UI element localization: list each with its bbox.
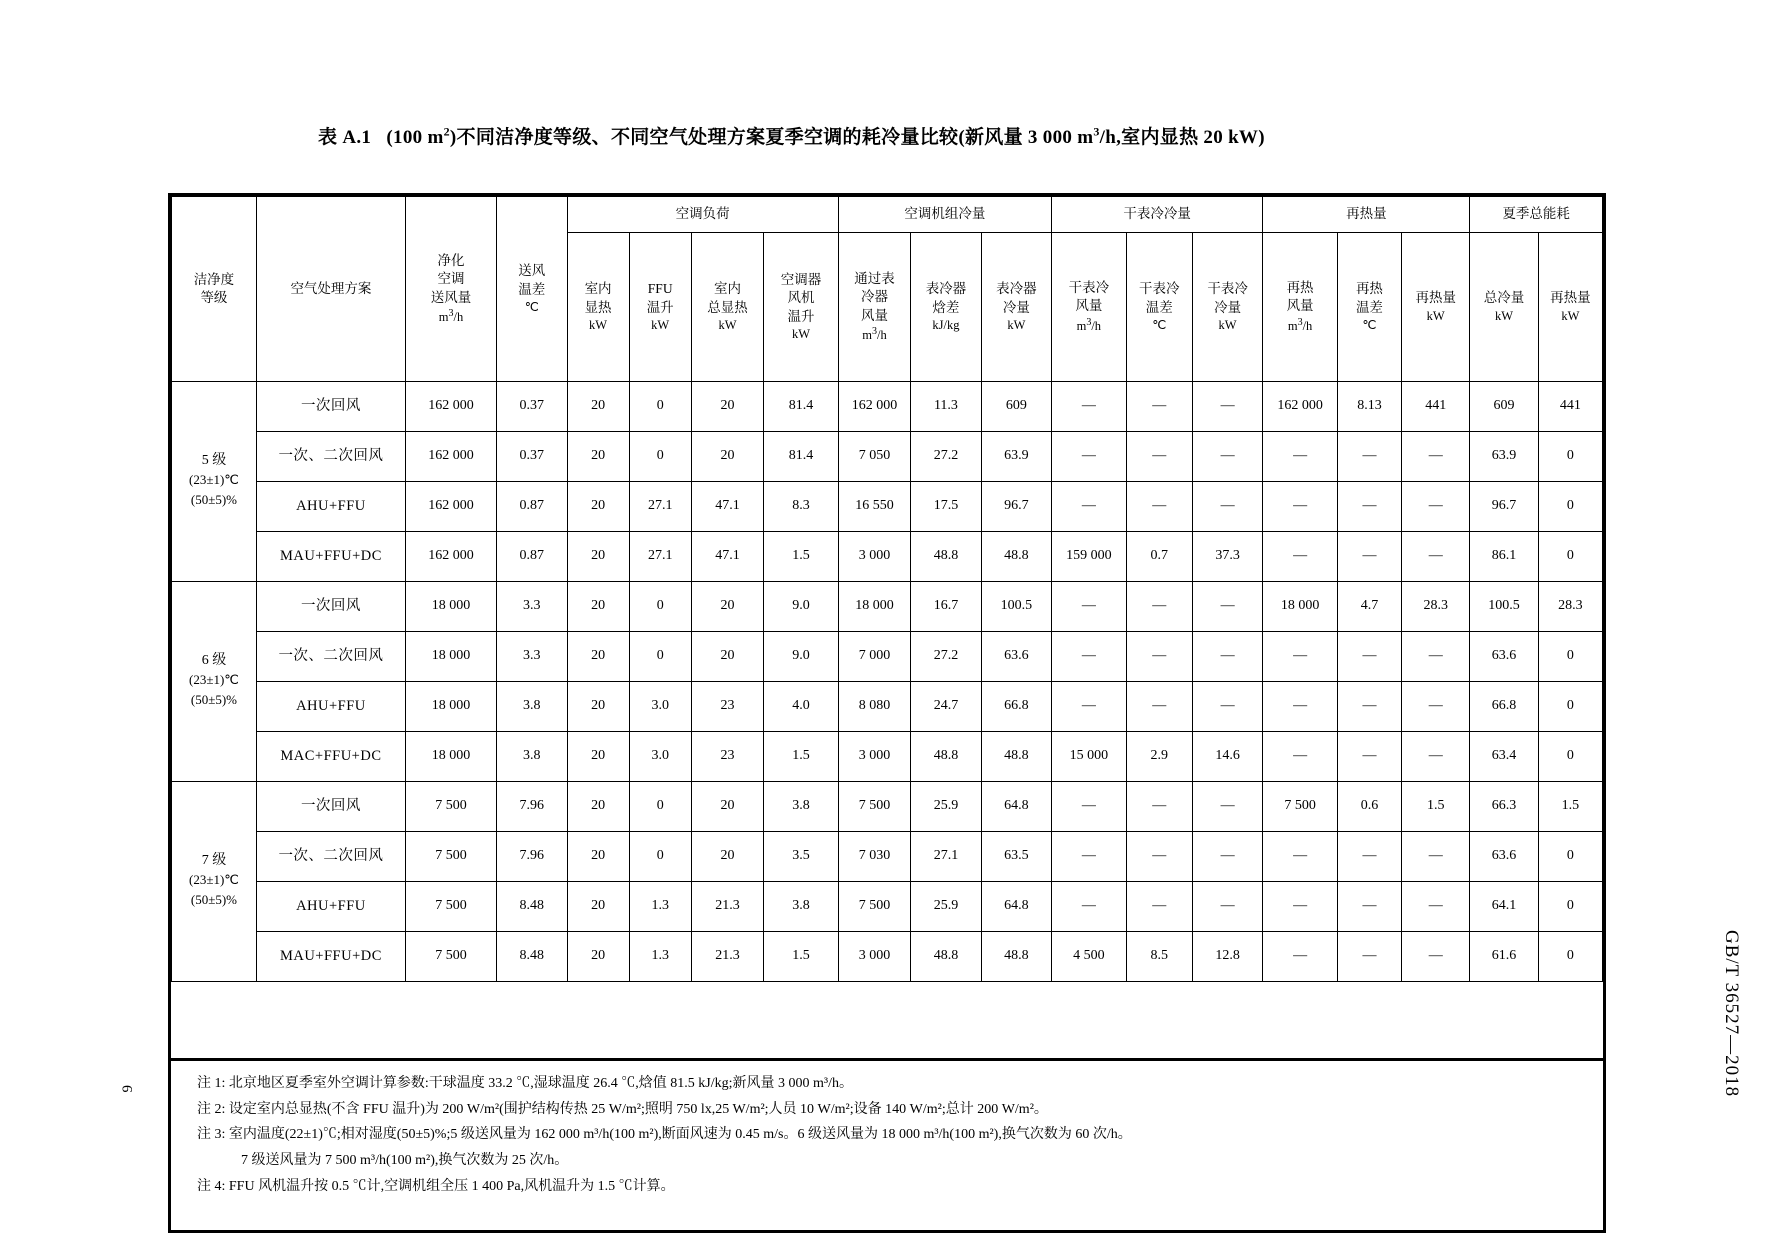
note-3: 注 3: 室内温度(22±1)℃;相对湿度(50±5)%;5 级送风量为 162 000 m³/h(100 m²),断面风速为 0.45 m/s。6 级送风量为 18 000 m³/h(100 m²),换气次数为 60 次/h。 (197, 1127, 1132, 1143)
cell: 7.96 (497, 782, 567, 832)
table-title-sup1: 2 (443, 124, 450, 139)
cell: 0 (1538, 882, 1602, 932)
cell: — (1337, 832, 1401, 882)
cell: — (1192, 832, 1262, 882)
cell: 7 500 (405, 882, 496, 932)
note-1: 注 1: 北京地区夏季室外空调计算参数:干球温度 33.2 ℃,湿球温度 26.4 ℃,焓值 81.5 kJ/kg;新风量 3 000 m³/h。 (197, 1076, 853, 1091)
cell: 1.5 (764, 932, 839, 982)
col-header-dry-coil-temp-diff: 干表冷 温差 ℃ (1126, 233, 1192, 382)
table-head (172, 197, 1603, 382)
table-row (172, 582, 1603, 632)
cell: 8.3 (764, 482, 839, 532)
col-header-scheme: 空气处理方案 (256, 197, 405, 382)
cell: — (1126, 782, 1192, 832)
group-header-dry-coil: 干表冷冷量 (1052, 197, 1263, 233)
cell: 0 (1538, 532, 1602, 582)
cell: 0 (629, 432, 691, 482)
cell: 81.4 (764, 432, 839, 482)
cell: 20 (691, 382, 763, 432)
cell: 20 (691, 782, 763, 832)
cell: — (1126, 882, 1192, 932)
cell: 27.1 (629, 482, 691, 532)
group-header-ahu-cooling: 空调机组冷量 (838, 197, 1051, 233)
cell: — (1337, 532, 1401, 582)
cell: 23 (691, 682, 763, 732)
cell: — (1192, 482, 1262, 532)
cell: — (1052, 382, 1127, 432)
cell: — (1192, 782, 1262, 832)
cell: 0 (629, 832, 691, 882)
cell: 4.7 (1337, 582, 1401, 632)
cell: — (1052, 882, 1127, 932)
scheme-cell: MAC+FFU+DC (256, 732, 405, 782)
cell: 17.5 (911, 482, 981, 532)
cell: 16.7 (911, 582, 981, 632)
cell: 3.0 (629, 682, 691, 732)
cell: 27.1 (911, 832, 981, 882)
cell: 20 (691, 632, 763, 682)
cell: — (1052, 782, 1127, 832)
cell: — (1126, 382, 1192, 432)
col-header-total-cooling: 总冷量 kW (1470, 233, 1538, 382)
cell: 37.3 (1192, 532, 1262, 582)
cell: — (1052, 832, 1127, 882)
cell: 64.8 (981, 782, 1051, 832)
cell: 9.0 (764, 582, 839, 632)
cell: 63.6 (981, 632, 1051, 682)
cell: — (1263, 832, 1338, 882)
cell: 609 (1470, 382, 1538, 432)
cell: 0 (629, 782, 691, 832)
col-header-supply-air-volume: 净化 空调 送风量 $m^3/h$ (405, 197, 496, 382)
cell: 3.0 (629, 732, 691, 782)
cell: — (1052, 432, 1127, 482)
col-header-coil-enthalpy-diff: 表冷器 焓差 kJ/kg (911, 233, 981, 382)
cell: — (1402, 732, 1470, 782)
cell: 441 (1538, 382, 1602, 432)
table-row (172, 832, 1603, 882)
cell: — (1263, 532, 1338, 582)
note-2: 注 2: 设定室内总显热(不含 FFU 温升)为 200 W/m²(围护结构传热 25 W/m²;照明 750 lx,25 W/m²;人员 10 W/m²;设备 140 W/m²;总计 200 W/m²。 (197, 1101, 1048, 1117)
cell: 1.5 (1402, 782, 1470, 832)
scheme-cell: 一次回风 (256, 582, 405, 632)
cell: 0 (629, 582, 691, 632)
cell: 8.48 (497, 882, 567, 932)
cell: 23 (691, 732, 763, 782)
cell: 18 000 (405, 582, 496, 632)
cell: 2.9 (1126, 732, 1192, 782)
cell: 3 000 (838, 732, 910, 782)
group-header-summer-total: 夏季总能耗 (1470, 197, 1603, 233)
cell: 3.8 (764, 782, 839, 832)
group-header-ac-load: 空调负荷 (567, 197, 838, 233)
cell: — (1052, 682, 1127, 732)
cell: 0 (1538, 932, 1602, 982)
col-header-indoor-sensible: 室内 显热 kW (567, 233, 629, 382)
col-header-coil-airflow: 通过表 冷器 风量 $m^3/h$ (838, 233, 910, 382)
cell: 20 (691, 432, 763, 482)
cell: 12.8 (1192, 932, 1262, 982)
col-header-total-reheat: 再热量 kW (1538, 233, 1602, 382)
cell: — (1263, 732, 1338, 782)
cell: 0.87 (497, 532, 567, 582)
cell: 7 500 (405, 782, 496, 832)
cell: 20 (567, 782, 629, 832)
cell: — (1126, 832, 1192, 882)
grade-cell-5: 5 级 (23±1)℃ (50±5)% (172, 382, 257, 582)
cell: 96.7 (1470, 482, 1538, 532)
cell: 24.7 (911, 682, 981, 732)
cell: 81.4 (764, 382, 839, 432)
cell: — (1337, 432, 1401, 482)
cell: 0 (629, 632, 691, 682)
table-row (172, 782, 1603, 832)
cell: 7 050 (838, 432, 910, 482)
cell: — (1337, 482, 1401, 532)
table-body (172, 382, 1603, 982)
cell: 48.8 (911, 732, 981, 782)
cell: 11.3 (911, 382, 981, 432)
cell: 3 000 (838, 932, 910, 982)
cell: 7 000 (838, 632, 910, 682)
cell: 8.5 (1126, 932, 1192, 982)
group-header-row (172, 197, 1603, 233)
cell: 7 500 (405, 932, 496, 982)
cell: 47.1 (691, 482, 763, 532)
cell: — (1126, 582, 1192, 632)
cell: — (1126, 482, 1192, 532)
col-header-supply-temp-diff: 送风 温差 ℃ (497, 197, 567, 382)
cell: — (1192, 682, 1262, 732)
cell: 16 550 (838, 482, 910, 532)
cell: — (1126, 632, 1192, 682)
cell: — (1337, 732, 1401, 782)
table-row (172, 682, 1603, 732)
cell: 27.2 (911, 632, 981, 682)
cell: 20 (567, 382, 629, 432)
cell: 63.5 (981, 832, 1051, 882)
cell: — (1192, 582, 1262, 632)
group-header-reheat: 再热量 (1263, 197, 1470, 233)
cell: 66.8 (1470, 682, 1538, 732)
col-header-ffu-temp-rise: FFU 温升 kW (629, 233, 691, 382)
page-number: 9 (120, 1085, 136, 1093)
table-title-body-post: )不同洁净度等级、不同空气处理方案夏季空调的耗冷量比较(新风量 3 000 m (449, 127, 1094, 148)
cell: 27.2 (911, 432, 981, 482)
cell: 1.3 (629, 932, 691, 982)
cell: 7 500 (838, 882, 910, 932)
cell: 64.8 (981, 882, 1051, 932)
cell: 86.1 (1470, 532, 1538, 582)
cell: 18 000 (405, 682, 496, 732)
cell: — (1402, 532, 1470, 582)
cell: — (1337, 682, 1401, 732)
cell: 0 (1538, 732, 1602, 782)
cell: 0 (1538, 832, 1602, 882)
cell: 28.3 (1402, 582, 1470, 632)
cell: 1.5 (764, 732, 839, 782)
table-title-label: 表 A.1 (318, 127, 372, 148)
cell: — (1337, 932, 1401, 982)
cell: — (1126, 432, 1192, 482)
cell: 1.5 (764, 532, 839, 582)
grade-cell-7: 7 级 (23±1)℃ (50±5)% (172, 782, 257, 982)
cell: — (1402, 432, 1470, 482)
cell: 8 080 (838, 682, 910, 732)
cell: 0 (1538, 682, 1602, 732)
cell: — (1337, 882, 1401, 932)
cell: 3.8 (764, 882, 839, 932)
cell: 8.13 (1337, 382, 1401, 432)
col-header-fan-temp-rise: 空调器 风机 温升 kW (764, 233, 839, 382)
table-row (172, 482, 1603, 532)
cell: 66.8 (981, 682, 1051, 732)
cell: 8.48 (497, 932, 567, 982)
cell: 3.5 (764, 832, 839, 882)
standard-code: GB/T 36527—2018 (1721, 930, 1742, 1098)
cell: — (1402, 632, 1470, 682)
cell: 0.37 (497, 432, 567, 482)
cell: 4 500 (1052, 932, 1127, 982)
cell: 609 (981, 382, 1051, 432)
cell: — (1402, 932, 1470, 982)
cell: — (1192, 432, 1262, 482)
cell: 162 000 (405, 532, 496, 582)
cell: 63.6 (1470, 832, 1538, 882)
scheme-cell: AHU+FFU (256, 482, 405, 532)
cell: 0 (629, 382, 691, 432)
scheme-cell: 一次回风 (256, 382, 405, 432)
note-4: 注 4: FFU 风机温升按 0.5 ℃计,空调机组全压 1 400 Pa,风机温升为 1.5 ℃计算。 (197, 1178, 675, 1194)
cell: 20 (567, 832, 629, 882)
cell: 159 000 (1052, 532, 1127, 582)
cell: 61.6 (1470, 932, 1538, 982)
cell: 3 000 (838, 532, 910, 582)
cell: 20 (567, 682, 629, 732)
cell: 3.8 (497, 682, 567, 732)
col-header-reheat-temp-diff: 再热 温差 ℃ (1337, 233, 1401, 382)
cell: 48.8 (911, 532, 981, 582)
cell: — (1263, 932, 1338, 982)
cell: 18 000 (405, 732, 496, 782)
cell: — (1263, 432, 1338, 482)
cell: 96.7 (981, 482, 1051, 532)
cell: — (1052, 582, 1127, 632)
cell: 3.3 (497, 632, 567, 682)
cell: — (1402, 482, 1470, 532)
table-row (172, 932, 1603, 982)
cell: 20 (691, 582, 763, 632)
cell: 20 (567, 732, 629, 782)
table-title-sup2: 3 (1093, 124, 1100, 139)
cell: — (1402, 682, 1470, 732)
cell: 63.6 (1470, 632, 1538, 682)
cell: 1.5 (1538, 782, 1602, 832)
col-header-grade: 洁净度 等级 (172, 197, 257, 382)
table-title-body-end: /h,室内显热 20 kW) (1099, 127, 1265, 148)
cell: — (1052, 632, 1127, 682)
cell: 27.1 (629, 532, 691, 582)
scheme-cell: 一次回风 (256, 782, 405, 832)
scheme-cell: AHU+FFU (256, 882, 405, 932)
table-row (172, 382, 1603, 432)
cell: — (1126, 682, 1192, 732)
cell: 25.9 (911, 882, 981, 932)
cell: 20 (567, 582, 629, 632)
col-header-dry-coil-airflow: 干表冷 风量 $m^3/h$ (1052, 233, 1127, 382)
col-header-reheat-airflow: 再热 风量 $m^3/h$ (1263, 233, 1338, 382)
cell: 20 (691, 832, 763, 882)
table-row (172, 732, 1603, 782)
grade-cell-6: 6 级 (23±1)℃ (50±5)% (172, 582, 257, 782)
cell: 66.3 (1470, 782, 1538, 832)
scheme-cell: MAU+FFU+DC (256, 932, 405, 982)
cell: 7.96 (497, 832, 567, 882)
cell: — (1263, 632, 1338, 682)
cell: 7 500 (1263, 782, 1338, 832)
cell: 14.6 (1192, 732, 1262, 782)
cell: 162 000 (838, 382, 910, 432)
cell: 18 000 (405, 632, 496, 682)
table-notes (168, 1061, 1606, 1233)
cell: 162 000 (405, 432, 496, 482)
cell: 20 (567, 432, 629, 482)
cell: 0.37 (497, 382, 567, 432)
table-title-body-pre: (100 m (386, 127, 444, 148)
cell: 7 500 (405, 832, 496, 882)
cell: 21.3 (691, 932, 763, 982)
cell: 21.3 (691, 882, 763, 932)
cell: 0.87 (497, 482, 567, 532)
table-row (172, 532, 1603, 582)
cell: — (1402, 882, 1470, 932)
cell: 15 000 (1052, 732, 1127, 782)
cell: 20 (567, 882, 629, 932)
cell: 25.9 (911, 782, 981, 832)
cell: 0 (1538, 632, 1602, 682)
cell: — (1263, 482, 1338, 532)
col-header-coil-cooling: 表冷器 冷量 kW (981, 233, 1051, 382)
cell: 48.8 (981, 532, 1051, 582)
cell: 9.0 (764, 632, 839, 682)
cell: 4.0 (764, 682, 839, 732)
cell: — (1192, 632, 1262, 682)
table-row (172, 882, 1603, 932)
table-row (172, 432, 1603, 482)
cell: 0.6 (1337, 782, 1401, 832)
comparison-table (171, 196, 1603, 982)
cell: 162 000 (405, 382, 496, 432)
cell: 441 (1402, 382, 1470, 432)
cell: 48.8 (981, 932, 1051, 982)
cell: — (1263, 682, 1338, 732)
cell: 63.4 (1470, 732, 1538, 782)
cell: 1.3 (629, 882, 691, 932)
cell: 64.1 (1470, 882, 1538, 932)
cell: 63.9 (981, 432, 1051, 482)
col-header-indoor-total-sensible: 室内 总显热 kW (691, 233, 763, 382)
cell: 0 (1538, 482, 1602, 532)
cell: 28.3 (1538, 582, 1602, 632)
table-row (172, 632, 1603, 682)
cell: — (1052, 482, 1127, 532)
cell: — (1402, 832, 1470, 882)
table-frame (168, 193, 1606, 1061)
cell: 48.8 (911, 932, 981, 982)
cell: 0 (1538, 432, 1602, 482)
cell: 3.3 (497, 582, 567, 632)
table-title (318, 122, 1265, 149)
scheme-cell: 一次、二次回风 (256, 832, 405, 882)
cell: — (1263, 882, 1338, 932)
cell: 162 000 (405, 482, 496, 532)
cell: 3.8 (497, 732, 567, 782)
cell: — (1192, 382, 1262, 432)
cell: 48.8 (981, 732, 1051, 782)
cell: — (1337, 632, 1401, 682)
cell: 18 000 (838, 582, 910, 632)
cell: 63.9 (1470, 432, 1538, 482)
cell: 20 (567, 532, 629, 582)
cell: — (1192, 882, 1262, 932)
note-3-cont: 7 级送风量为 7 500 m³/h(100 m²),换气次数为 25 次/h。 (241, 1153, 569, 1169)
cell: 20 (567, 632, 629, 682)
scheme-cell: MAU+FFU+DC (256, 532, 405, 582)
cell: 7 500 (838, 782, 910, 832)
cell: 20 (567, 482, 629, 532)
cell: 20 (567, 932, 629, 982)
scheme-cell: AHU+FFU (256, 682, 405, 732)
cell: 100.5 (981, 582, 1051, 632)
cell: 100.5 (1470, 582, 1538, 632)
cell: 0.7 (1126, 532, 1192, 582)
cell: 18 000 (1263, 582, 1338, 632)
scheme-cell: 一次、二次回风 (256, 432, 405, 482)
col-header-dry-coil-cooling: 干表冷 冷量 kW (1192, 233, 1262, 382)
cell: 47.1 (691, 532, 763, 582)
col-header-reheat-amount: 再热量 kW (1402, 233, 1470, 382)
cell: 7 030 (838, 832, 910, 882)
scheme-cell: 一次、二次回风 (256, 632, 405, 682)
cell: 162 000 (1263, 382, 1338, 432)
